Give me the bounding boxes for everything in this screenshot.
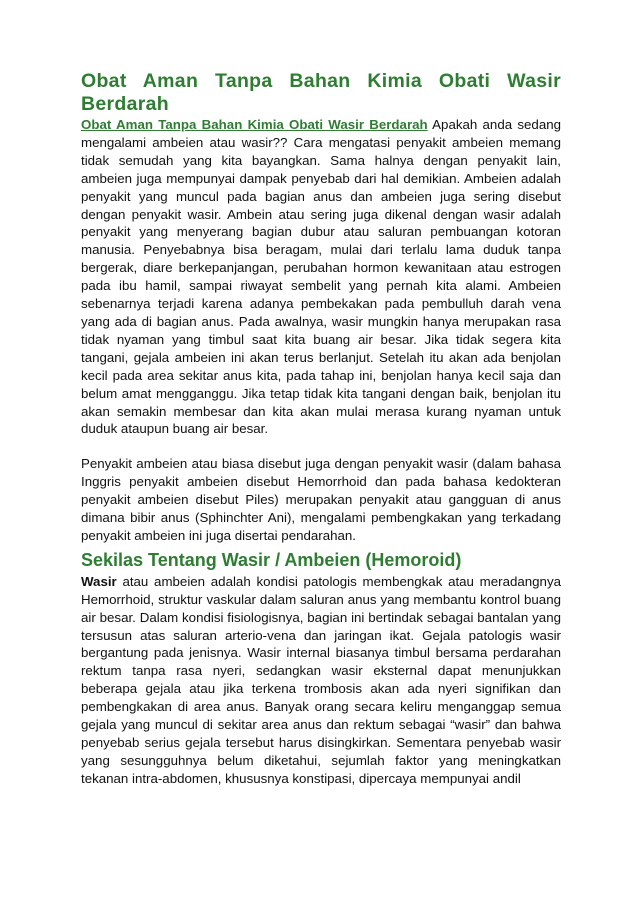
section-heading: Sekilas Tentang Wasir / Ambeien (Hemoroid) <box>81 549 462 570</box>
section-paragraph <box>81 573 561 788</box>
intro-text: Apakah anda sedang mengalami ambeien atau wasir?? Cara mengatasi penyakit ambeien memang tidak semudah yang kita bayangkan. Sama halnya dengan penyakit lain, ambeien juga mempunyai dampak penyebab dari hal demikian. Ambeien adalah penyakit yang muncul pada bagian anus dan ambeien juga sering disebut dengan penyakit wasir. Ambein atau sering juga dikenal dengan wasir adalah penyakit yang menyerang bagian dubur atau saluran pembuangan kotoran manusia. Penyebabnya bisa beragam, mulai dari terlalu lama duduk tanpa bergerak, diare berkepanjangan, perubahan hormon kewanitaan atau estrogen pada ibu hamil, sampai riwayat sembelit yang pernah kita alami. Ambeien sebenarnya terjadi karena adanya pembekakan pada pembulluh darah vena yang ada di bagian anus. Pada awalnya, wasir mungkin hanya merupakan rasa tidak nyaman yang timbul saat kita buang air besar. Jika tidak segera kita tangani, gejala ambeien ini akan terus berlanjut. Setelah itu akan ada benjolan kecil pada area sekitar anus kita, pada tahap ini, benjolan hanya kecil saja dan belum amat mengganggu. Jika tetap tidak kita tangani dengan baik, benjolan itu akan semakin membesar dan kita akan mulai merasa kurang nyaman untuk duduk ataupun buang air besar. <box>81 117 561 437</box>
section-text: atau ambeien adalah kondisi patologis membengkak atau meradangnya Hemorrhoid, struktur vaskular dalam saluran anus yang membantu kontrol buang air besar. Dalam kondisi fisiologisnya, bagian ini bertindak sebagai bantalan yang tersusun atas saluran arterio-vena dan jaringan ikat. Gejala patologis wasir bergantung pada jenisnya. Wasir internal biasanya timbul bersama perdarahan rektum tanpa rasa nyeri, sedangkan wasir eksternal dapat menunjukkan beberapa gejala atau jika terkena trombosis akan ada nyeri signifikan dan pembengkakan di area anus. Banyak orang secara keliru menganggap semua gejala yang muncul di sekitar area anus dan rektum sebagai “wasir” dan bahwa penyebab serius gejala tersebut harus disingkirkan. Sementara penyebab wasir yang sesungguhnya belum diketahui, sejumlah faktor yang meningkatkan tekanan intra-abdomen, khususnya konstipasi, dipercaya mempunyai andil <box>81 573 561 786</box>
title-link[interactable]: Obat Aman Tanpa Bahan Kimia Obati Wasir Berdarah <box>81 117 428 132</box>
paragraph-gap <box>81 438 561 455</box>
intro-paragraph <box>81 116 561 438</box>
section-bold-term: Wasir <box>81 573 117 589</box>
page-title: Obat Aman Tanpa Bahan Kimia Obati Wasir Berdarah <box>81 70 561 115</box>
document-page <box>81 70 561 788</box>
paragraph-2: Penyakit ambeien atau biasa disebut juga dengan penyakit wasir (dalam bahasa Inggris penyakit ambeien disebut Hemorrhoid dan pada bahasa kedokteran penyakit ambeien disebut Piles) merupakan penyakit atau gangguan di anus dimana bibir anus (Sphinchter Ani), mengalami pembengkakan yang terkadang penyakit ambeien ini juga disertai pendarahan. <box>81 456 561 543</box>
